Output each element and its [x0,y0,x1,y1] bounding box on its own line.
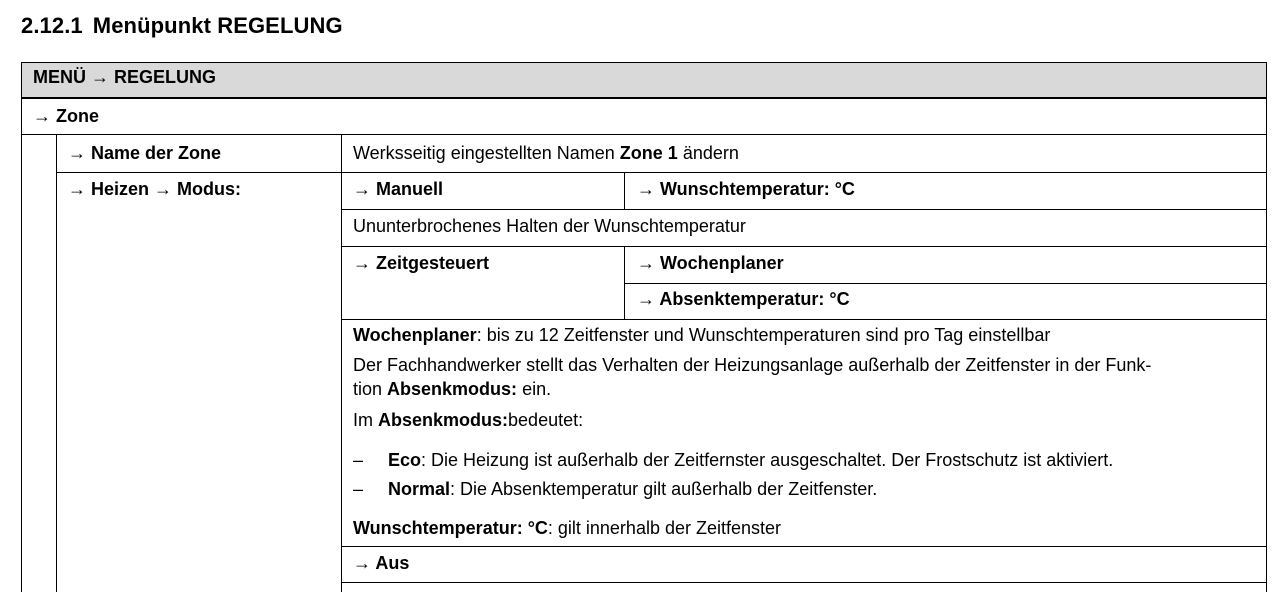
fachhandwerker-line1: Der Fachhandwerker stellt das Verhalten der Heizungsanlage außerhalb der Zeitfenster in der Funk- [353,355,1152,375]
table-left-border [21,99,22,592]
name-der-zone-desc [353,142,739,164]
normal-bold: Normal [388,479,451,499]
aus-label: → Aus [353,553,410,573]
zeitgesteuert-label: → Zeitgesteuert [353,253,490,273]
dash-normal: – [353,479,364,499]
eco-bold: Eco [388,450,422,470]
wt-bold: Wunschtemperatur: °C [353,518,548,538]
list-item-eco [353,449,1113,471]
name-desc-post: ändern [677,143,739,163]
name-desc-bold: Zone 1 [619,143,678,163]
absenkmodus-intro [353,409,583,431]
row-border-manuell [341,209,1267,210]
fach-line2-pre: tion [353,379,388,399]
absenktemperatur-label: → Absenktemperatur: °C [637,289,850,309]
section-title: Menüpunkt REGELUNG [92,13,343,38]
fach-line2-bold: Absenkmodus: [387,379,518,399]
wunschtemperatur-desc [353,517,781,539]
dash-eco: – [353,450,364,470]
list-item-normal [353,478,877,500]
row-border-zone [21,134,1267,135]
indent-border [56,134,57,592]
manuell-desc: Ununterbrochenes Halten der Wunschtemperatur [353,216,746,236]
im-pre: Im [353,410,378,430]
heizen-modus-label: → Heizen → Modus: [68,179,242,199]
im-bold: Absenkmodus: [378,410,509,430]
col-border-2a [624,172,625,209]
wochenplaner-desc [353,324,1050,346]
wt-text: : gilt innerhalb der Zeitfenster [547,518,782,538]
wochenplaner-label: → Wochenplaner [637,253,784,273]
wp-bold: Wochenplaner [353,325,477,345]
name-der-zone-label: → Name der Zone [68,143,222,163]
zone-label: → Zone [33,106,99,126]
fachhandwerker-line2 [353,378,551,400]
im-post: bedeutet: [508,410,584,430]
wp-text: : bis zu 12 Zeitfenster und Wunschtemperaturen sind pro Tag einstellbar [476,325,1051,345]
row-border-aus [341,582,1267,583]
name-desc-pre: Werksseitig eingestellten Namen [353,143,620,163]
fach-line2-post: ein. [517,379,552,399]
row-border-manuell-desc [341,246,1267,247]
normal-text: : Die Absenktemperatur gilt außerhalb der Zeitfenster. [450,479,878,499]
row-border-wochenplaner [624,283,1267,284]
col-border-1 [341,134,342,592]
wunschtemperatur-label: → Wunschtemperatur: °C [637,179,855,199]
section-number: 2.12.1 [21,13,83,38]
menu-header-row: MENÜ → REGELUNG [21,62,1267,99]
eco-text: : Die Heizung ist außerhalb der Zeitfernster ausgeschaltet. Der Frostschutz ist aktiviert. [421,450,1114,470]
row-border-zeitgesteuert [341,319,1267,320]
row-border-name [56,172,1267,173]
row-border-desc-block [341,546,1267,547]
manuell-label: → Manuell [353,179,444,199]
